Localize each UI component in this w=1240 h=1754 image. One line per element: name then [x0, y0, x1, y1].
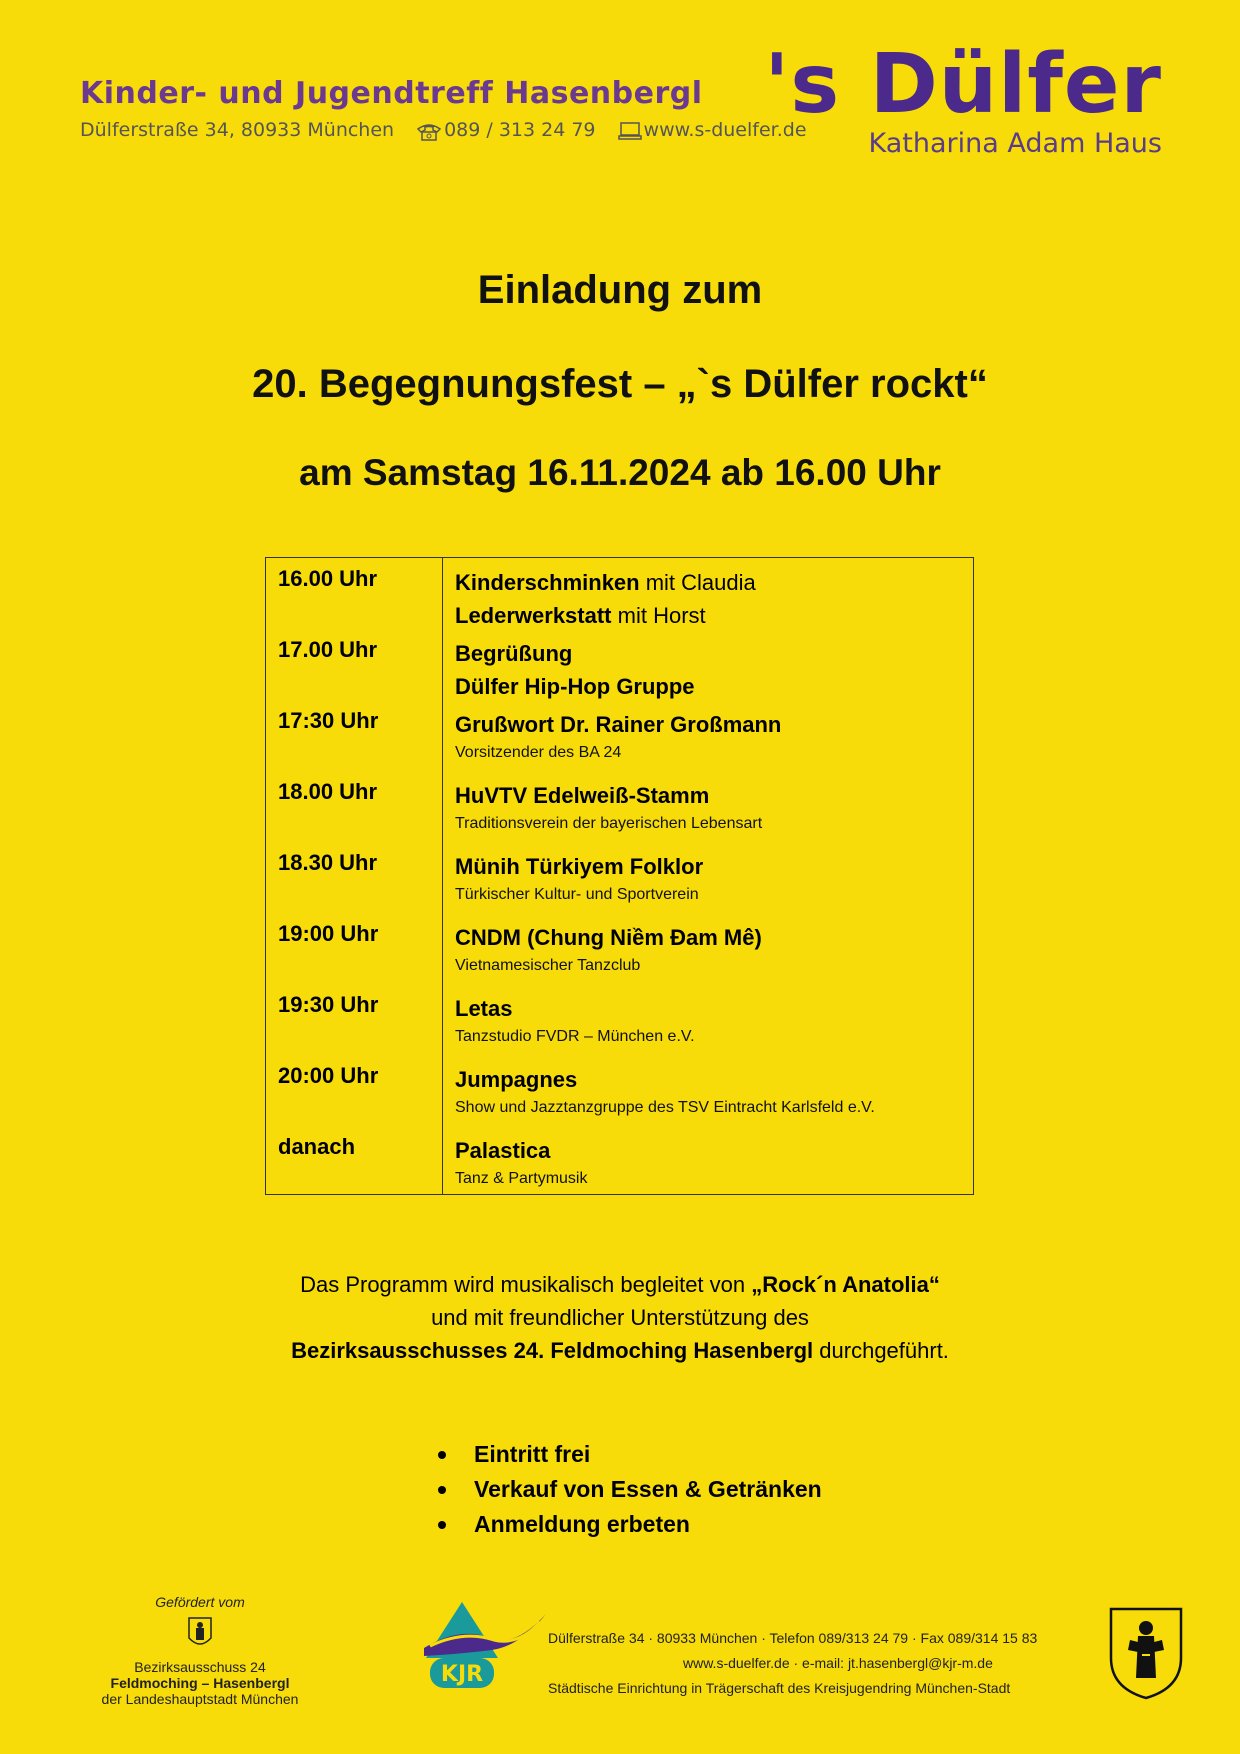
schedule-acts — [455, 992, 955, 1048]
act-subtitle: Show und Jazztanzgruppe des TSV Eintracht Karlsfeld e.V. — [455, 1099, 875, 1116]
schedule-acts — [455, 921, 955, 977]
footer-contact-line1: Dülferstraße 34 · 80933 München · Telefon 089/313 24 79 · Fax 089/314 15 83 — [548, 1630, 1038, 1646]
schedule-acts — [455, 850, 955, 906]
schedule-time: danach — [278, 1134, 356, 1159]
schedule-acts — [455, 637, 955, 703]
act-title: Münih Türkiyem Folklor — [455, 854, 704, 879]
act-title: Lederwerkstatt — [455, 603, 612, 628]
info-bullets — [438, 1437, 822, 1542]
act-subtitle: Tanz & Partymusik — [455, 1170, 588, 1187]
brand-title: 's Dülfer — [764, 37, 1162, 132]
note-band: „Rock´n Anatolia“ — [751, 1272, 940, 1297]
bullet-text: Anmeldung erbeten — [474, 1511, 690, 1537]
act-title: Begrüßung — [455, 641, 573, 666]
header-contact-line — [80, 119, 807, 141]
header-phone: 089 / 313 24 79 — [444, 119, 596, 141]
act-title: Grußwort Dr. Rainer Großmann — [455, 712, 782, 737]
schedule-time: 17.00 Uhr — [278, 637, 378, 662]
header-address: Dülferstraße 34, 80933 München — [80, 119, 395, 141]
header-website[interactable]: www.s-duelfer.de — [643, 119, 807, 141]
schedule-time: 19:00 Uhr — [278, 921, 379, 946]
note-line1: Das Programm wird musikalisch begleitet von — [300, 1272, 752, 1297]
bullet-dot-icon — [438, 1486, 446, 1494]
header-left — [80, 76, 807, 141]
headline-date: am Samstag 16.11.2024 ab 16.00 Uhr — [299, 452, 941, 493]
act-subtitle: Vorsitzender des BA 24 — [455, 744, 622, 761]
phone-icon — [416, 119, 444, 141]
footer-ba-line1: Bezirksausschuss 24 — [134, 1659, 266, 1675]
brand-logo — [764, 37, 1162, 159]
act-title: Kinderschminken — [455, 570, 640, 595]
schedule-time: 17:30 Uhr — [278, 708, 379, 733]
muenchner-kindl-icon — [80, 1616, 320, 1653]
footer-ba-line2: Feldmoching – Hasenbergl — [110, 1675, 290, 1691]
bullet-dot-icon — [438, 1521, 446, 1529]
bullet-dot-icon — [438, 1451, 446, 1459]
act-detail: mit Horst — [611, 603, 706, 628]
list-item — [438, 1472, 822, 1507]
schedule-time: 19:30 Uhr — [278, 992, 379, 1017]
program-note — [0, 1268, 1240, 1367]
act-subtitle: Vietnamesischer Tanzclub — [455, 957, 641, 974]
act-title: HuVTV Edelweiß-Stamm — [455, 783, 710, 808]
schedule-time: 20:00 Uhr — [278, 1063, 379, 1088]
note-sponsor: Bezirksausschusses 24. Feldmoching Hasenbergl — [291, 1338, 814, 1363]
footer-contact-line2[interactable]: www.s-duelfer.de · e-mail: jt.hasenbergl@kjr-m.de — [683, 1655, 993, 1671]
act-title: Letas — [455, 996, 513, 1021]
note-line2: und mit freundlicher Unterstützung des — [431, 1305, 809, 1330]
footer-sponsor — [80, 1594, 320, 1707]
note-line3: durchgeführt. — [813, 1338, 949, 1363]
schedule-acts — [455, 1063, 955, 1119]
schedule-time: 18.30 Uhr — [278, 850, 378, 875]
act-title: Dülfer Hip-Hop Gruppe — [455, 674, 695, 699]
footer-gefoerdert: Gefördert vom — [155, 1594, 245, 1610]
schedule-acts — [455, 779, 955, 835]
act-title: Jumpagnes — [455, 1067, 578, 1092]
footer-contact-line3: Städtische Einrichtung in Trägerschaft des Kreisjugendring München-Stadt — [548, 1680, 1011, 1696]
computer-icon — [618, 119, 644, 141]
bullet-text: Verkauf von Essen & Getränken — [474, 1476, 822, 1502]
footer-ba-line3: der Landeshauptstadt München — [101, 1691, 299, 1707]
list-item — [438, 1437, 822, 1472]
schedule-time: 18.00 Uhr — [278, 779, 378, 804]
schedule-acts — [455, 1134, 955, 1190]
act-title: Palastica — [455, 1138, 551, 1163]
footer-contact — [548, 1626, 1108, 1701]
svg-text:KJR: KJR — [440, 1662, 484, 1687]
kjr-logo-icon — [420, 1598, 550, 1699]
brand-subtitle: Katharina Adam Haus — [868, 128, 1162, 159]
schedule-divider — [442, 558, 443, 1194]
city-crest-icon — [1108, 1606, 1184, 1705]
list-item — [438, 1507, 822, 1542]
act-subtitle: Türkischer Kultur- und Sportverein — [455, 886, 699, 903]
schedule-table — [265, 557, 974, 1195]
act-subtitle: Traditionsverein der bayerischen Lebensart — [455, 815, 763, 832]
act-title: CNDM (Chung Niềm Đam Mê) — [455, 925, 762, 950]
schedule-acts — [455, 708, 955, 764]
act-subtitle: Tanzstudio FVDR – München e.V. — [455, 1028, 695, 1045]
org-name: Kinder- und Jugendtreff Hasenbergl — [80, 76, 703, 111]
schedule-acts — [455, 566, 955, 632]
bullet-text: Eintritt frei — [474, 1441, 591, 1467]
headline-invitation: Einladung zum — [477, 268, 763, 312]
act-detail: mit Claudia — [639, 570, 756, 595]
headline-event: 20. Begegnungsfest – „`s Dülfer rockt“ — [252, 362, 988, 406]
schedule-time: 16.00 Uhr — [278, 566, 378, 591]
